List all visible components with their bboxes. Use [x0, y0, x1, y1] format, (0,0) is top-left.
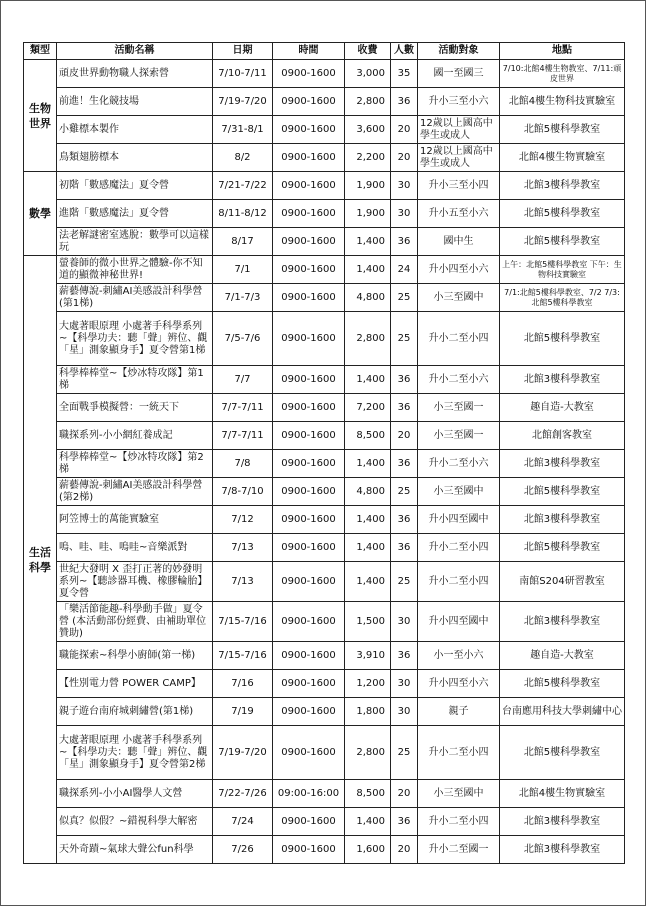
activity-name-cell: 職探系列-小小AI醫學人文營 [57, 780, 213, 808]
fee-cell: 3,600 [345, 116, 391, 144]
fee-cell: 7,200 [345, 394, 391, 422]
audience-cell: 升小四至國中 [418, 602, 500, 642]
time-cell: 0900-1600 [273, 642, 345, 670]
time-cell: 0900-1600 [273, 506, 345, 534]
audience-cell: 小三至國一 [418, 394, 500, 422]
activity-name-cell: 科學棒棒堂~【炒冰特攻隊】第1梯 [57, 366, 213, 394]
location-cell: 北館5樓科學教室 [500, 534, 625, 562]
audience-cell: 12歲以上國高中學生或成人 [418, 116, 500, 144]
activity-name-cell: 「樂活節能趣-科學動手做」夏令營 (本活動部份經費、由補助單位贊助) [57, 602, 213, 642]
date-cell: 7/24 [213, 808, 273, 836]
audience-cell: 12歲以上國高中學生或成人 [418, 144, 500, 172]
audience-cell: 小三至國中 [418, 284, 500, 312]
fee-cell: 3,910 [345, 642, 391, 670]
fee-cell: 2,800 [345, 88, 391, 116]
count-cell: 30 [391, 670, 418, 698]
location-cell: 上午：北館5樓科學教室 下午：生物科技實驗室 [500, 256, 625, 284]
audience-cell: 小三至國一 [418, 422, 500, 450]
header-count: 人數 [391, 43, 418, 60]
time-cell: 09:00-16:00 [273, 780, 345, 808]
audience-cell: 升小四至小六 [418, 256, 500, 284]
date-cell: 8/11-8/12 [213, 200, 273, 228]
table-row [24, 284, 625, 312]
header-date: 日期 [213, 43, 273, 60]
location-cell: 北館5樓科學教室 [500, 116, 625, 144]
time-cell: 0900-1600 [273, 562, 345, 602]
audience-cell: 升小二至小六 [418, 366, 500, 394]
header-time: 時間 [273, 43, 345, 60]
time-cell: 0900-1600 [273, 60, 345, 88]
table-row [24, 450, 625, 478]
category-cell: 數學 [24, 172, 57, 256]
activity-name-cell: 大處著眼原理 小處著手科學系列~【科學功夫：聽「聲」辨位、觀「星」測象顯身手】夏令營第2梯 [57, 726, 213, 780]
table-row [24, 836, 625, 864]
activity-name-cell: 前進！生化競技場 [57, 88, 213, 116]
count-cell: 20 [391, 422, 418, 450]
count-cell: 30 [391, 172, 418, 200]
location-cell: 7/10:北館4樓生物教室、7/11:頑皮世界 [500, 60, 625, 88]
time-cell: 0900-1600 [273, 256, 345, 284]
date-cell: 7/7-7/11 [213, 422, 273, 450]
fee-cell: 4,800 [345, 478, 391, 506]
count-cell: 25 [391, 284, 418, 312]
table-row [24, 422, 625, 450]
activity-name-cell: 親子遊台南府城刺繡營(第1梯) [57, 698, 213, 726]
location-cell: 北館4樓生物實驗室 [500, 144, 625, 172]
activity-name-cell: 阿笠博士的萬能實驗室 [57, 506, 213, 534]
date-cell: 8/17 [213, 228, 273, 256]
date-cell: 7/8 [213, 450, 273, 478]
time-cell: 0900-1600 [273, 394, 345, 422]
count-cell: 20 [391, 836, 418, 864]
count-cell: 36 [391, 642, 418, 670]
activity-name-cell: 薪藝傳說-刺繡AI美感設計科學營(第1梯) [57, 284, 213, 312]
table-row [24, 670, 625, 698]
location-cell: 南館S204研習教室 [500, 562, 625, 602]
activity-name-cell: 法老解謎密室逃脫：數學可以這樣玩 [57, 228, 213, 256]
location-cell: 北館4樓生物實驗室 [500, 780, 625, 808]
fee-cell: 3,000 [345, 60, 391, 88]
audience-cell: 國一至國三 [418, 60, 500, 88]
count-cell: 36 [391, 88, 418, 116]
category-cell: 生物世界 [24, 60, 57, 172]
location-cell: 北館5樓科學教室 [500, 726, 625, 780]
audience-cell: 國中生 [418, 228, 500, 256]
time-cell: 0900-1600 [273, 670, 345, 698]
time-cell: 0900-1600 [273, 808, 345, 836]
header-row [24, 43, 625, 60]
table-row [24, 116, 625, 144]
activity-name-cell: 科學棒棒堂~【炒冰特攻隊】第2梯 [57, 450, 213, 478]
date-cell: 7/15-7/16 [213, 642, 273, 670]
fee-cell: 4,800 [345, 284, 391, 312]
fee-cell: 1,400 [345, 808, 391, 836]
location-cell: 北館3樓科學教室 [500, 172, 625, 200]
time-cell: 0900-1600 [273, 200, 345, 228]
table-row [24, 562, 625, 602]
activity-table [23, 42, 625, 864]
fee-cell: 1,500 [345, 602, 391, 642]
audience-cell: 升小五至小六 [418, 200, 500, 228]
activity-name-cell: 螢養師的微小世界之體驗-你不知道的顯微神秘世界! [57, 256, 213, 284]
date-cell: 7/19 [213, 698, 273, 726]
count-cell: 36 [391, 808, 418, 836]
time-cell: 0900-1600 [273, 366, 345, 394]
date-cell: 7/13 [213, 534, 273, 562]
activity-name-cell: 鳥類翅膀標本 [57, 144, 213, 172]
header-fee: 收費 [345, 43, 391, 60]
time-cell: 0900-1600 [273, 726, 345, 780]
activity-name-cell: 全面戰爭模擬營：一統天下 [57, 394, 213, 422]
audience-cell: 升小四至小六 [418, 670, 500, 698]
fee-cell: 1,200 [345, 670, 391, 698]
table-row [24, 780, 625, 808]
audience-cell: 升小二至小四 [418, 312, 500, 366]
count-cell: 20 [391, 116, 418, 144]
location-cell: 北館3樓科學教室 [500, 808, 625, 836]
time-cell: 0900-1600 [273, 836, 345, 864]
date-cell: 7/5-7/6 [213, 312, 273, 366]
time-cell: 0900-1600 [273, 698, 345, 726]
table-row [24, 394, 625, 422]
table-row [24, 478, 625, 506]
table-row [24, 698, 625, 726]
date-cell: 7/19-7/20 [213, 726, 273, 780]
count-cell: 30 [391, 698, 418, 726]
location-cell: 北館5樓科學教室 [500, 670, 625, 698]
fee-cell: 1,600 [345, 836, 391, 864]
time-cell: 0900-1600 [273, 422, 345, 450]
time-cell: 0900-1600 [273, 450, 345, 478]
audience-cell: 升小三至小四 [418, 172, 500, 200]
count-cell: 20 [391, 144, 418, 172]
count-cell: 25 [391, 726, 418, 780]
time-cell: 0900-1600 [273, 116, 345, 144]
table-row [24, 172, 625, 200]
activity-name-cell: 小雞標本製作 [57, 116, 213, 144]
fee-cell: 1,400 [345, 534, 391, 562]
fee-cell: 2,800 [345, 726, 391, 780]
activity-name-cell: 似真？似假？~錯視科學大解密 [57, 808, 213, 836]
table-row [24, 602, 625, 642]
fee-cell: 8,500 [345, 780, 391, 808]
date-cell: 7/7-7/11 [213, 394, 273, 422]
fee-cell: 1,400 [345, 256, 391, 284]
location-cell: 7/1:北館5樓科學教室、7/2 7/3:北館5樓科學教室 [500, 284, 625, 312]
location-cell: 趣自造-大教室 [500, 642, 625, 670]
time-cell: 0900-1600 [273, 172, 345, 200]
activity-name-cell: 職探系列-小小網紅養成記 [57, 422, 213, 450]
fee-cell: 1,400 [345, 506, 391, 534]
activity-name-cell: 天外奇蹟~氣球大聲公fun科學 [57, 836, 213, 864]
count-cell: 36 [391, 506, 418, 534]
table-row [24, 256, 625, 284]
activity-name-cell: 職能探索~科學小廚師(第一梯) [57, 642, 213, 670]
fee-cell: 8,500 [345, 422, 391, 450]
fee-cell: 1,400 [345, 228, 391, 256]
time-cell: 0900-1600 [273, 88, 345, 116]
table-row [24, 312, 625, 366]
location-cell: 趣自造-大教室 [500, 394, 625, 422]
fee-cell: 1,900 [345, 200, 391, 228]
header-location: 地點 [500, 43, 625, 60]
audience-cell: 升小三至小六 [418, 88, 500, 116]
count-cell: 24 [391, 256, 418, 284]
table-row [24, 60, 625, 88]
table-row [24, 642, 625, 670]
time-cell: 0900-1600 [273, 144, 345, 172]
time-cell: 0900-1600 [273, 312, 345, 366]
date-cell: 7/26 [213, 836, 273, 864]
time-cell: 0900-1600 [273, 228, 345, 256]
audience-cell: 升小二至國一 [418, 836, 500, 864]
count-cell: 36 [391, 394, 418, 422]
count-cell: 35 [391, 60, 418, 88]
location-cell: 北館3樓科學教室 [500, 366, 625, 394]
audience-cell: 親子 [418, 698, 500, 726]
audience-cell: 升小二至小四 [418, 534, 500, 562]
activity-name-cell: 薪藝傳說-刺繡AI美感設計科學營(第2梯) [57, 478, 213, 506]
fee-cell: 2,200 [345, 144, 391, 172]
fee-cell: 1,400 [345, 450, 391, 478]
location-cell: 北館3樓科學教室 [500, 506, 625, 534]
activity-name-cell: 頑皮世界動物職人探索營 [57, 60, 213, 88]
time-cell: 0900-1600 [273, 284, 345, 312]
audience-cell: 升小二至小四 [418, 726, 500, 780]
location-cell: 北館5樓科學教室 [500, 478, 625, 506]
count-cell: 25 [391, 312, 418, 366]
header-category: 類型 [24, 43, 57, 60]
location-cell: 北館3樓科學教室 [500, 602, 625, 642]
activity-name-cell: 進階「數感魔法」夏令營 [57, 200, 213, 228]
date-cell: 7/10-7/11 [213, 60, 273, 88]
activity-name-cell: 初階「數感魔法」夏令營 [57, 172, 213, 200]
location-cell: 北館4樓生物科技實驗室 [500, 88, 625, 116]
activity-name-cell: 【性別電力營 POWER CAMP】 [57, 670, 213, 698]
location-cell: 北館3樓科學教室 [500, 450, 625, 478]
time-cell: 0900-1600 [273, 478, 345, 506]
date-cell: 7/22-7/26 [213, 780, 273, 808]
date-cell: 7/21-7/22 [213, 172, 273, 200]
table-row [24, 808, 625, 836]
activity-name-cell: 大處著眼原理 小處著手科學系列~【科學功夫：聽「聲」辨位、觀「星」測象顯身手】夏令營第1梯 [57, 312, 213, 366]
location-cell: 北館3樓科學教室 [500, 836, 625, 864]
count-cell: 36 [391, 228, 418, 256]
table-row [24, 144, 625, 172]
audience-cell: 升小二至小四 [418, 808, 500, 836]
header-name: 活動名稱 [57, 43, 213, 60]
fee-cell: 2,800 [345, 312, 391, 366]
time-cell: 0900-1600 [273, 534, 345, 562]
count-cell: 25 [391, 478, 418, 506]
fee-cell: 1,400 [345, 562, 391, 602]
date-cell: 7/19-7/20 [213, 88, 273, 116]
table-row [24, 506, 625, 534]
audience-cell: 小三至國中 [418, 780, 500, 808]
date-cell: 7/31-8/1 [213, 116, 273, 144]
date-cell: 7/16 [213, 670, 273, 698]
date-cell: 7/13 [213, 562, 273, 602]
count-cell: 36 [391, 366, 418, 394]
date-cell: 8/2 [213, 144, 273, 172]
location-cell: 北館5樓科學教室 [500, 200, 625, 228]
table-row [24, 88, 625, 116]
audience-cell: 升小二至小四 [418, 562, 500, 602]
audience-cell: 升小二至小六 [418, 450, 500, 478]
count-cell: 20 [391, 780, 418, 808]
date-cell: 7/8-7/10 [213, 478, 273, 506]
date-cell: 7/1-7/3 [213, 284, 273, 312]
time-cell: 0900-1600 [273, 602, 345, 642]
table-row [24, 366, 625, 394]
date-cell: 7/7 [213, 366, 273, 394]
fee-cell: 1,400 [345, 366, 391, 394]
location-cell: 北館創客教室 [500, 422, 625, 450]
count-cell: 25 [391, 562, 418, 602]
table-row [24, 726, 625, 780]
activity-name-cell: 世紀大發明 X 歪打正著的妙發明系列~【聽診器耳機、橡膠輪胎】夏令營 [57, 562, 213, 602]
table-row [24, 534, 625, 562]
audience-cell: 小三至國中 [418, 478, 500, 506]
location-cell: 台南應用科技大學刺繡中心 [500, 698, 625, 726]
location-cell: 北館5樓科學教室 [500, 228, 625, 256]
audience-cell: 小一至小六 [418, 642, 500, 670]
table-row [24, 228, 625, 256]
category-cell: 生活科學 [24, 256, 57, 864]
fee-cell: 1,900 [345, 172, 391, 200]
count-cell: 36 [391, 450, 418, 478]
header-audience: 活動對象 [418, 43, 500, 60]
activity-name-cell: 嗚、哇、哇、嗚哇~音樂派對 [57, 534, 213, 562]
count-cell: 36 [391, 534, 418, 562]
date-cell: 7/1 [213, 256, 273, 284]
date-cell: 7/15-7/16 [213, 602, 273, 642]
fee-cell: 1,800 [345, 698, 391, 726]
date-cell: 7/12 [213, 506, 273, 534]
count-cell: 30 [391, 200, 418, 228]
location-cell: 北館5樓科學教室 [500, 312, 625, 366]
table-row [24, 200, 625, 228]
audience-cell: 升小四至國中 [418, 506, 500, 534]
count-cell: 30 [391, 602, 418, 642]
